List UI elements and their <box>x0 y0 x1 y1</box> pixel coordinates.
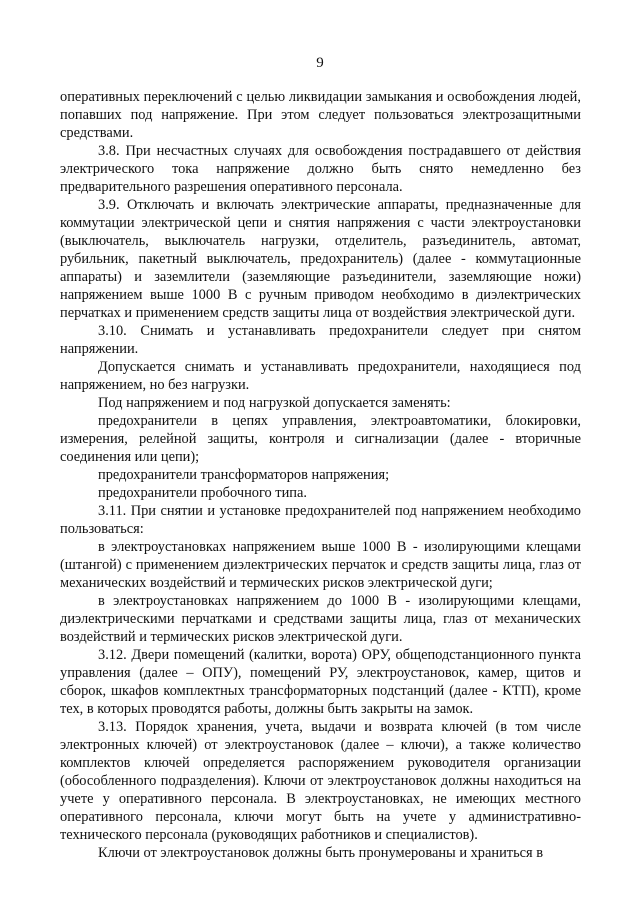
paragraph-3-10: 3.10. Снимать и устанавливать предохранители следует при снятом напряжении. <box>60 323 581 357</box>
list-item-control-circuits: предохранители в цепях управления, электроавтоматики, блокировки, измерения, релейной защиты, контроля и сигнализации (далее - вторичные соединения или цепи); <box>60 413 581 465</box>
paragraph-allowed-replacement: Под напряжением и под нагрузкой допускается заменять: <box>98 395 451 411</box>
document-body <box>60 88 581 862</box>
list-item-above-1000v: в электроустановках напряжением выше 1000 В - изолирующими клещами (штангой) с применением диэлектрических перчаток и средств защиты лица, глаз от механических воздействий и термических рисков электрической дуги; <box>60 539 581 591</box>
paragraph-3-9: 3.9. Отключать и включать электрические аппараты, предназначенные для коммутации электрической цепи и снятия напряжения с части электроустановки (выключатель, выключатель нагрузки, отделитель, разъединитель, автомат, рубильник, пакетный выключатель, предохранитель) (далее - коммутационные аппараты) и заземлители (заземляющие разъединители, заземляющие ножи) напряжением выше 1000 В с ручным приводом необходимо в диэлектрических перчатках и применением средств защиты лица от воздействия электрической дуги. <box>60 197 581 321</box>
page-number: 9 <box>316 55 324 71</box>
paragraph-3-11: 3.11. При снятии и установке предохранителей под напряжением необходимо пользоваться: <box>60 503 581 537</box>
list-item-voltage-transformers: предохранители трансформаторов напряжения; <box>98 467 390 483</box>
list-item-up-to-1000v: в электроустановках напряжением до 1000 В - изолирующими клещами, диэлектрическими перчатками и средствами защиты лица, глаз от механических воздействий и термических рисков электрической дуги. <box>60 593 581 645</box>
paragraph-3-13: 3.13. Порядок хранения, учета, выдачи и возврата ключей (в том числе электронных ключей) от электроустановок (далее – ключи), а также количество комплектов ключей определяется распоряжением руководителя организации (обособленного подразделения). Ключи от электроустановок должны находиться на учете у оперативного персонала. В электроустановках, не имеющих местного оперативного персонала, ключи могут быть на учете у административно-технического персонала (руководящих работников и специалистов). <box>60 719 581 843</box>
list-item-plug-fuses: предохранители пробочного типа. <box>98 485 307 501</box>
paragraph-continuation: оперативных переключений с целью ликвидации замыкания и освобождения людей, попавших под напряжение. При этом следует пользоваться электрозащитными средствами. <box>60 89 581 141</box>
paragraph-3-8: 3.8. При несчастных случаях для освобождения пострадавшего от действия электрического тока напряжение должно быть снято немедленно без предварительного разрешения оперативного персонала. <box>60 143 581 195</box>
paragraph-3-12: 3.12. Двери помещений (калитки, ворота) ОРУ, общеподстанционного пункта управления (далее – ОПУ), помещений РУ, электроустановок, камер, щитов и сборок, шкафов комплектных трансформаторных подстанций (далее - КТП), кроме тех, в которых проводятся работы, должны быть закрыты на замок. <box>60 647 581 717</box>
paragraph-keys-numbered: Ключи от электроустановок должны быть пронумерованы и храниться в <box>98 845 544 861</box>
paragraph-allowed-removal: Допускается снимать и устанавливать предохранители, находящиеся под напряжением, но без нагрузки. <box>60 359 581 393</box>
